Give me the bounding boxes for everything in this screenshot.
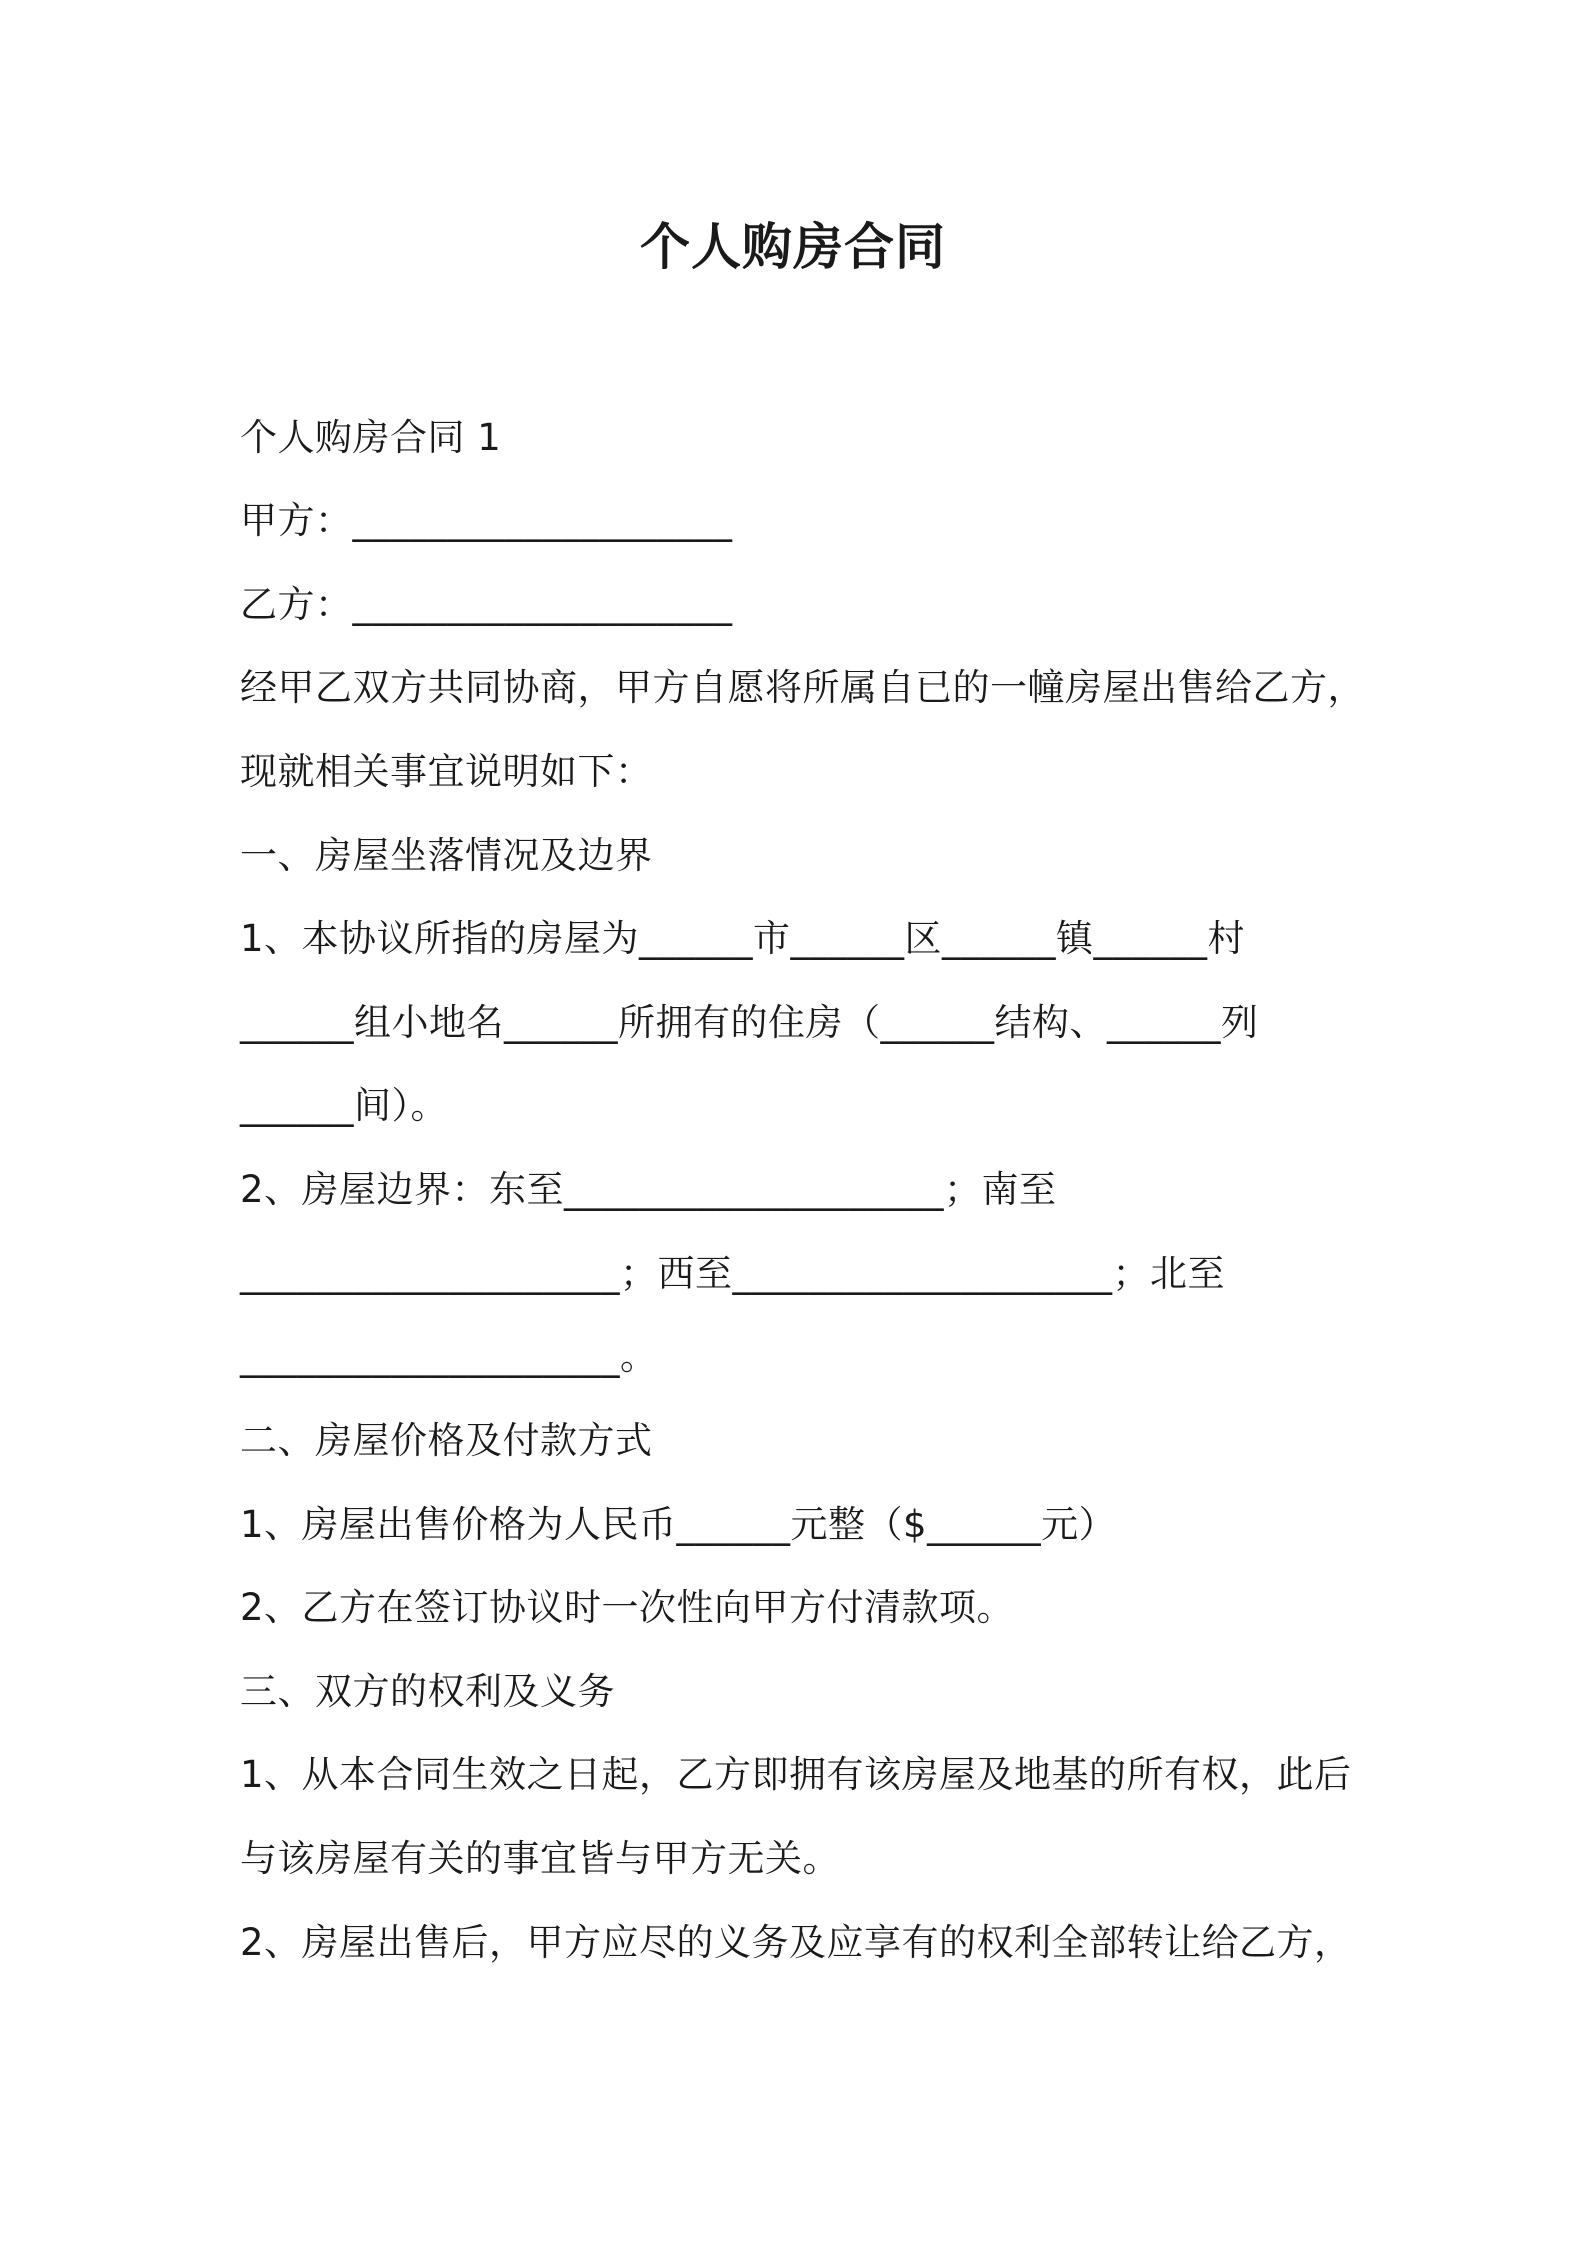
section-heading: 二、房屋价格及付款方式 [240,1419,653,1462]
document-title: 个人购房合同 [640,218,946,276]
clause-line: 2、房屋出售后，甲方应尽的义务及应享有的权利全部转让给乙方， [240,1921,1352,1964]
clause-line: 1、房屋出售价格为人民币______元整（$______元） [240,1503,1117,1546]
clause-line: 2、乙方在签订协议时一次性向甲方付清款项。 [240,1586,1015,1629]
clause-line: 1、从本合同生效之日起，乙方即拥有该房屋及地基的所有权，此后 [240,1753,1352,1796]
clause-line: ____________________；西至____________________；北至 [240,1252,1225,1295]
clause-line: 1、本协议所指的房屋为______市______区______镇______村 [240,917,1246,960]
clause-line: ______组小地名______所拥有的住房（______结构、______列 [240,1001,1259,1044]
paragraph-line: 经甲乙双方共同协商，甲方自愿将所属自已的一幢房屋出售给乙方， [240,666,1365,709]
party-a-line: 甲方：____________________ [240,499,733,542]
paragraph-line: 现就相关事宜说明如下： [240,750,653,793]
clause-line: ______间）。 [240,1084,448,1127]
section-heading: 一、房屋坐落情况及边界 [240,834,653,877]
clause-line: ____________________。 [240,1335,658,1378]
contract-subtitle: 个人购房合同 1 [240,416,502,459]
clause-line: 2、房屋边界：东至____________________；南至 [240,1168,1057,1211]
party-b-line: 乙方：____________________ [240,583,733,626]
section-heading: 三、双方的权利及义务 [240,1670,615,1713]
clause-line: 与该房屋有关的事宜皆与甲方无关。 [240,1837,840,1880]
